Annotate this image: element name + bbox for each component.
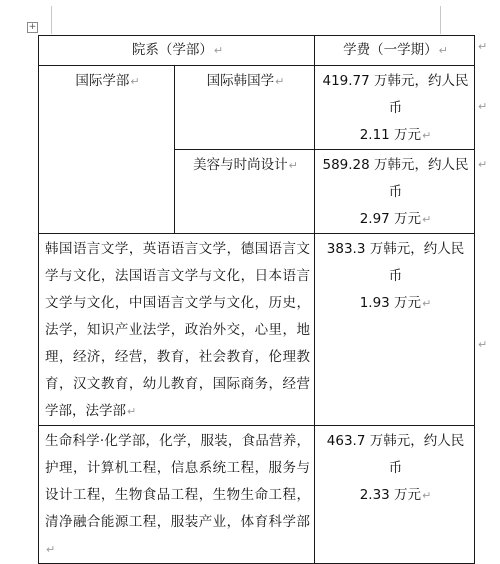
fee-line-1: 589.28 万韩元，约人民币 [322, 157, 469, 200]
cell-end-mark: ↵ [46, 543, 56, 556]
header-fee: 学费（一学期） [343, 42, 438, 58]
table-row [39, 234, 475, 426]
row-end-mark: ↵ [478, 100, 488, 113]
table-move-handle-icon[interactable]: + [28, 22, 37, 32]
fee-line-2: 1.93 万元 [359, 295, 422, 311]
table-header-row [39, 36, 475, 66]
cell-end-mark: ↵ [422, 297, 432, 310]
cell-end-mark: ↵ [130, 75, 140, 88]
left-margin-guide [51, 6, 52, 34]
header-department-cell[interactable] [39, 36, 315, 66]
cell-end-mark: ↵ [422, 213, 432, 226]
fee-cell[interactable] [315, 150, 475, 234]
cell-end-mark: ↵ [438, 44, 448, 57]
major-name: 美容与时尚设计 [193, 157, 288, 173]
table-row [39, 426, 475, 564]
tuition-table [38, 35, 475, 564]
fee-line-2: 2.11 万元 [359, 127, 422, 143]
major-cell[interactable] [175, 66, 315, 150]
cell-end-mark: ↵ [422, 129, 432, 142]
fee-line-1: 419.77 万韩元，约人民币 [322, 73, 469, 116]
major-cell[interactable] [175, 150, 315, 234]
right-margin-guide [440, 6, 441, 34]
cell-end-mark: ↵ [127, 405, 137, 418]
table-row [39, 66, 475, 150]
group-cell[interactable] [39, 66, 175, 234]
majors-text: 生命科学·化学部，化学，服装，食品营养，护理，计算机工程，信息系统工程，服务与设计工程，生物食品工程，生物生命工程，清净融合能源工程，服装产业，体育科学部 [45, 433, 310, 530]
major-name: 国际韩国学 [206, 73, 275, 89]
cell-end-mark: ↵ [213, 44, 224, 57]
fee-line-2: 2.33 万元 [359, 487, 422, 503]
row-end-mark: ↵ [478, 338, 488, 351]
header-fee-cell[interactable] [315, 36, 475, 66]
row-end-mark: ↵ [478, 158, 488, 171]
fee-cell[interactable] [315, 426, 475, 564]
fee-line-1: 383.3 万韩元，约人民币 [326, 241, 465, 284]
header-department: 院系（学部） [131, 42, 213, 58]
majors-text: 韩国语言文学，英语语言文学，德国语言文学与文化，法国语言文学与文化，日本语言文学与文化，中国语言文学与文化，历史，法学，知识产业法学，政治外交，心里，地理，经济，经营，教育，社会教育，伦理教育，汉文教育，幼儿教育，国际商务，经营学部，法学部 [45, 241, 310, 419]
cell-end-mark: ↵ [288, 159, 298, 172]
fee-line-2: 2.97 万元 [359, 211, 422, 227]
row-end-mark: ↵ [478, 40, 488, 53]
fee-line-1: 463.7 万韩元，约人民币 [326, 433, 465, 476]
cell-end-mark: ↵ [275, 75, 285, 88]
majors-cell[interactable] [39, 234, 315, 426]
fee-cell[interactable] [315, 234, 475, 426]
cell-end-mark: ↵ [422, 489, 432, 502]
fee-cell[interactable] [315, 66, 475, 150]
group-name: 国际学部 [75, 73, 130, 89]
majors-cell[interactable] [39, 426, 315, 564]
